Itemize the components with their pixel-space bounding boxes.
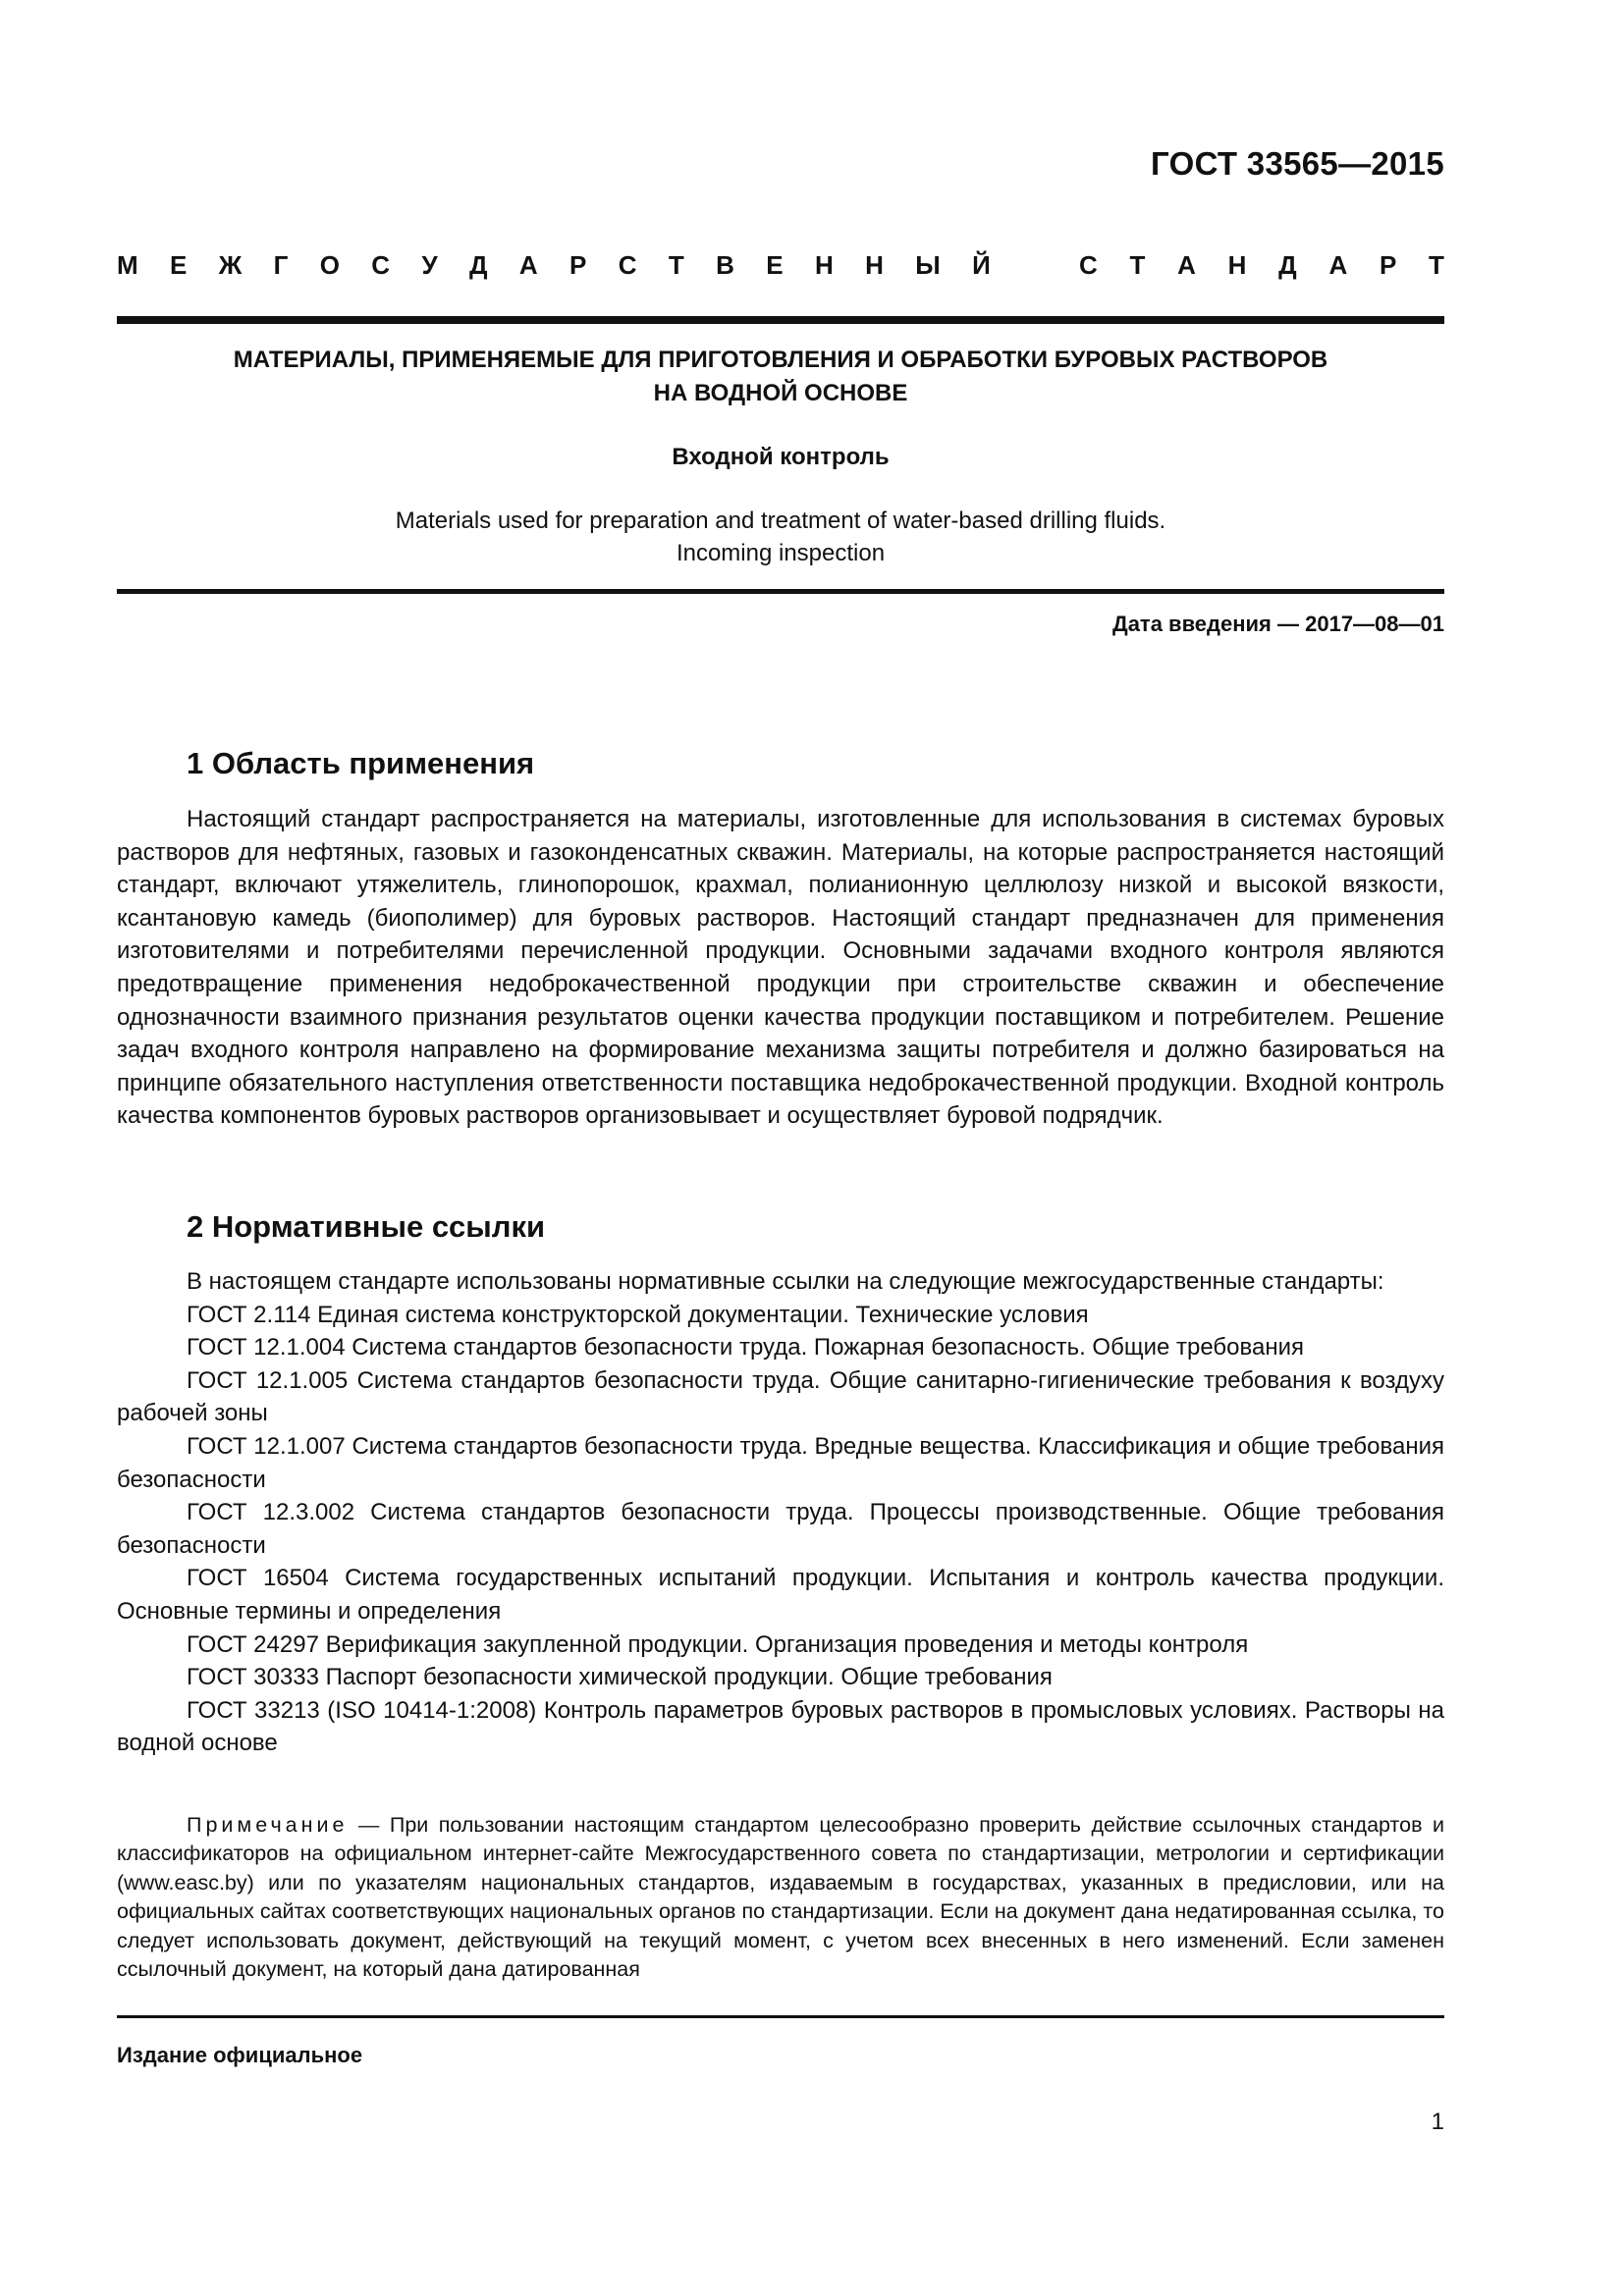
note-paragraph <box>117 1811 1444 1984</box>
note-block <box>117 1811 1444 1984</box>
banner-letter: С <box>1079 250 1098 280</box>
banner-letter: У <box>421 250 438 280</box>
document-title <box>117 344 1444 410</box>
banner-letter: М <box>117 250 138 280</box>
banner-letter: С <box>618 250 637 280</box>
reference-item: ГОСТ 16504 Система государственных испытаний продукции. Испытания и контроль качества продукции. Основные термины и определения <box>117 1565 1444 1625</box>
banner-letter: А <box>518 250 538 280</box>
section-2-intro: В настоящем стандарте использованы нормативные ссылки на следующие межгосударственные стандарты: <box>187 1268 1384 1295</box>
reference-item: ГОСТ 2.114 Единая система конструкторской документации. Технические условия <box>187 1301 1089 1328</box>
banner-letter: Р <box>1379 250 1397 280</box>
section-1-body <box>117 803 1444 1133</box>
banner-letter: Н <box>865 250 884 280</box>
note-label: Примечание <box>187 1813 349 1837</box>
reference-item: ГОСТ 30333 Паспорт безопасности химической продукции. Общие требования <box>187 1664 1053 1691</box>
banner-letter: Е <box>766 250 784 280</box>
section-2-body <box>117 1265 1444 1760</box>
document-subtitle: Входной контроль <box>672 444 890 470</box>
section-2-heading: 2 Нормативные ссылки <box>187 1209 546 1244</box>
reference-item: ГОСТ 12.3.002 Система стандартов безопасности труда. Процессы производственные. Общие требования безопасности <box>117 1499 1444 1559</box>
document-number: ГОСТ 33565—2015 <box>1151 145 1444 182</box>
banner-letter: О <box>319 250 340 280</box>
banner-letter: Н <box>1227 250 1247 280</box>
standard-type-banner <box>117 250 1444 281</box>
official-edition-label: Издание официальное <box>117 2043 363 2067</box>
banner-letter: Ж <box>218 250 243 280</box>
reference-item: ГОСТ 24297 Верификация закупленной продукции. Организация проведения и методы контроля <box>187 1630 1249 1658</box>
section-1-heading: 1 Область применения <box>187 746 535 780</box>
title-divider <box>117 589 1444 594</box>
section-1-paragraph: Настоящий стандарт распространяется на материалы, изготовленные для использования в системах буровых растворов для нефтяных, газовых и газоконденсатных скважин. Материалы, на которые распространяется настоящий стандарт, включают утяжелитель, глинопорошок, крахмал, полианионную целлюлозу низкой и высокой вязкости, ксантановую камедь (биополимер) для буровых растворов. Настоящий стандарт предназначен для применения изготовителями и потребителями перечисленной продукции. Основными задачами входного контроля являются предотвращение применения недоброкачественной продукции при строительстве скважин и обеспечение однозначности взаимного признания результатов оценки качества продукции поставщиком и потребителем. Решение задач входного контроля направлено на формирование механизма защиты потребителя и должно базироваться на принципе обязательного наступления ответственности поставщика недоброкачественной продукции. Входной контроль качества компонентов буровых растворов организовывает и осуществляет буровой подрядчик. <box>117 806 1444 1130</box>
introduction-date: Дата введения — 2017—08—01 <box>1112 612 1444 636</box>
banner-letter: В <box>716 250 734 280</box>
title-line-1: МАТЕРИАЛЫ, ПРИМЕНЯЕМЫЕ ДЛЯ ПРИГОТОВЛЕНИЯ И ОБРАБОТКИ БУРОВЫХ РАСТВОРОВ <box>233 347 1328 373</box>
title-line-2: НА ВОДНОЙ ОСНОВЕ <box>653 380 908 406</box>
banner-letter: А <box>1177 250 1196 280</box>
header-divider <box>117 316 1444 324</box>
english-title <box>117 505 1444 569</box>
note-text: — При пользовании настоящим стандартом целесообразно проверить действие ссылочных стандартов и классификаторов на официальном интернет-сайте Межгосударственного совета по стандартизации, метрологии и сертификации (www.easc.by) или по указателям национальных стандартов, издаваемым в государствах, указанных в предисловии, или на официальных сайтах соответствующих национальных органов по стандартизации. Если на документ дана недатированная ссылка, то следует использовать документ, действующий на текущий момент, с учетом всех внесенных в него изменений. Если заменен ссылочный документ, на который дана датированная <box>117 1813 1444 1982</box>
page-number: 1 <box>1431 2109 1444 2135</box>
banner-letter: А <box>1328 250 1348 280</box>
reference-item: ГОСТ 12.1.007 Система стандартов безопасности труда. Вредные вещества. Классификация и общие требования безопасности <box>117 1432 1444 1493</box>
banner-word-standard <box>1079 250 1444 281</box>
banner-letter: Т <box>1429 250 1444 280</box>
banner-letter: Н <box>814 250 834 280</box>
banner-letter: Р <box>569 250 587 280</box>
banner-word-interstate <box>117 250 991 281</box>
reference-item: ГОСТ 33213 (ISO 10414-1:2008) Контроль параметров буровых растворов в промысловых условиях. Растворы на водной основе <box>117 1696 1444 1757</box>
banner-letter: Й <box>972 250 991 280</box>
banner-letter: Д <box>1278 250 1297 280</box>
banner-letter: Ы <box>915 250 941 280</box>
banner-letter: С <box>371 250 391 280</box>
footnote-divider <box>117 2015 1444 2018</box>
english-title-line-1: Materials used for preparation and treatment of water-based drilling fluids. <box>395 507 1166 534</box>
banner-letter: Г <box>273 250 289 280</box>
reference-item: ГОСТ 12.1.005 Система стандартов безопасности труда. Общие санитарно-гигиенические требования к воздуху рабочей зоны <box>117 1366 1444 1427</box>
banner-letter: Т <box>1129 250 1146 280</box>
banner-letter: Е <box>170 250 188 280</box>
banner-letter: Д <box>468 250 488 280</box>
reference-item: ГОСТ 12.1.004 Система стандартов безопасности труда. Пожарная безопасность. Общие требования <box>187 1334 1305 1362</box>
banner-letter: Т <box>668 250 684 280</box>
english-title-line-2: Incoming inspection <box>676 540 886 566</box>
